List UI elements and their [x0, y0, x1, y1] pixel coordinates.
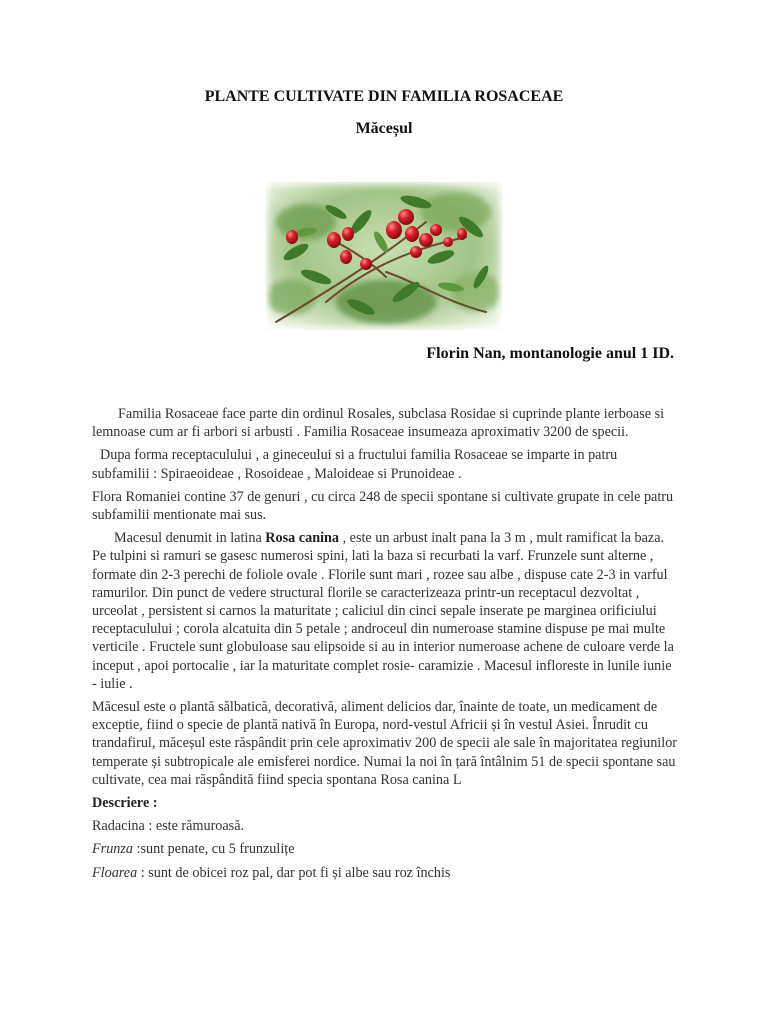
latin-name: Rosa canina [265, 530, 340, 547]
description-leaf [92, 840, 678, 858]
paragraph-description-rest: , este un arbust inalt pana la 3 m , mult ramificat la baza. Pe tulpini si ramuri se gasesc numerosi spini, lati la baza si recurbati la varf. Frunzele sunt alterne , formate din 2-3 perechi de foliole ovale . Florile sunt mari , rozee sau albe , dispuse cate 2-3 in varful ramurilor. Din punct de vedere structural florile se caracterizeaza printr-un receptacul dezvoltat , urceolat , persistent si carnos la maturitate ; caliciul din cinci sepale inserate pe marginea orificiului receptaculului ; corola alcatuita din 5 petale ; androceul din numeroase stamine dispuse pe mai multe verticile . Fructele sunt globuloase sau elipsoide si au in interior numeroase achene de culoare verde la inceput , apoi portocalie , iar la maturitate complet rosie- caramizie . Macesul infloreste in lunile iunie - iulie . [92, 530, 674, 692]
paragraph-subfamilies: Dupa forma receptaculului , a gineceului si a fructului familia Rosaceae se imparte in patru subfamilii : Spiraeoideae , Rosoideae , Maloideae si Prunoideae . [92, 447, 618, 482]
paragraph-description [92, 529, 678, 693]
paragraph-description-start: Macesul denumit in latina [114, 530, 266, 547]
author-line: Florin Nan, montanologie anul 1 ID. [426, 345, 674, 362]
description-flower [92, 864, 678, 882]
flower-label: Floarea [92, 864, 138, 881]
page-title: PLANTE CULTIVATE DIN FAMILIA ROSACEAE [204, 88, 564, 105]
body-text [92, 405, 678, 887]
paragraph-distribution: Măcesul este o plantă sălbatică, decorativă, aliment delicios dar, înainte de toate, un medicament de exceptie, fiind o specie de plantă nativă în Europa, nord-vestul Africii și în vestul Asiei. Înrudit cu trandafirul, măceșul este răspândit prin cele aproximativ 200 de specii ale sale în majoritatea regiunilor temperate și subtropicale ale emisferei nordice. Numai la noi în țară întâlnim 51 de specii spontane sau cultivate, cea mai răspândită fiind specia spontana Rosa canina L [92, 699, 678, 788]
flower-text: : sunt de obicei roz pal, dar pot fi și albe sau roz închis [137, 864, 451, 881]
leaf-label: Frunza [92, 841, 133, 858]
description-root [92, 817, 678, 835]
description-heading: Descriere : [92, 795, 158, 812]
root-label: Radacina [92, 818, 145, 835]
paragraph-flora: Flora Romaniei contine 37 de genuri , cu circa 248 de specii spontane si cultivate grupate in cele patru subfamilii mentionate mai sus. [92, 488, 674, 524]
leaf-text: :sunt penate, cu 5 frunzulițe [133, 841, 295, 858]
root-text: : este rămuroasă. [144, 818, 245, 835]
rosehip-photo [266, 182, 502, 330]
page-subtitle: Măceșul [355, 120, 413, 137]
paragraph-family: Familia Rosaceae face parte din ordinul Rosales, subclasa Rosidae si cuprinde plante ierboase si lemnoase cum ar fi arbori si arbusti . Familia Rosaceae insumeaza aproximativ 3200 de specii. [92, 406, 665, 441]
